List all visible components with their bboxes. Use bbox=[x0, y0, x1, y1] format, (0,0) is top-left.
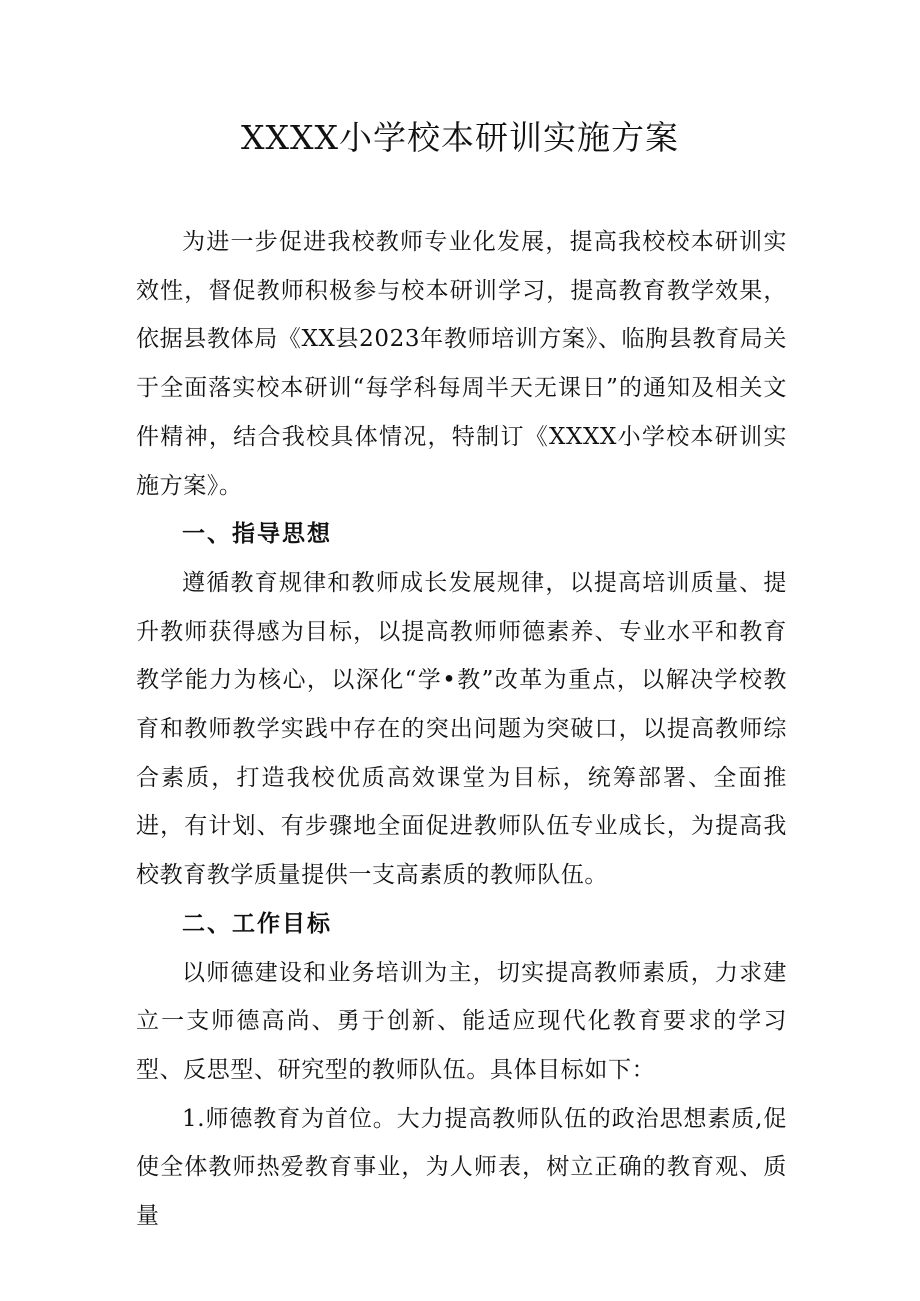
intro-paragraph: 为进一步促进我校教师专业化发展，提高我校校本研训实效性，督促教师积极参与校本研训学习，提高教育教学效果，依据县教体局《XX县2023年教师培训方案》、临朐县教育局关于全面落实校本研训“每学科每周半天无课日”的通知及相关文件精神，结合我校具体情况，特制订《XXXX小学校本研训实施方案》。 bbox=[136, 229, 787, 499]
guiding-ideology-paragraph: 遵循教育规律和教师成长发展规律，以提高培训质量、提升教师获得感为目标，以提高教师师德素养、专业水平和教育教学能力为核心，以深化“学•教”改革为重点，以解决学校教育和教师教学实践中存在的突出问题为突破口，以提高教师综合素质，打造我校优质高效课堂为目标，统筹部署、全面推进，有计划、有步骤地全面促进教师队伍专业成长，为提高我校教育教学质量提供一支高素质的教师队伍。 bbox=[136, 569, 787, 889]
document-title: XXXX小学校本研训实施方案 bbox=[241, 118, 679, 157]
goal-item-1-paragraph: 1.师德教育为首位。大力提高教师队伍的政治思想素质,促使全体教师热爱教育事业，为人师表，树立正确的教育观、质量 bbox=[136, 1105, 787, 1230]
document-body bbox=[136, 218, 787, 1241]
section-heading-work-goals: 二、工作目标 bbox=[182, 910, 332, 937]
section-heading-guiding-ideology: 一、指导思想 bbox=[182, 521, 332, 548]
work-goals-paragraph: 以师德建设和业务培训为主，切实提高教师素质，力求建立一支师德高尚、勇于创新、能适应现代化教育要求的学习型、反思型、研究型的教师队伍。具体目标如下： bbox=[136, 959, 787, 1083]
